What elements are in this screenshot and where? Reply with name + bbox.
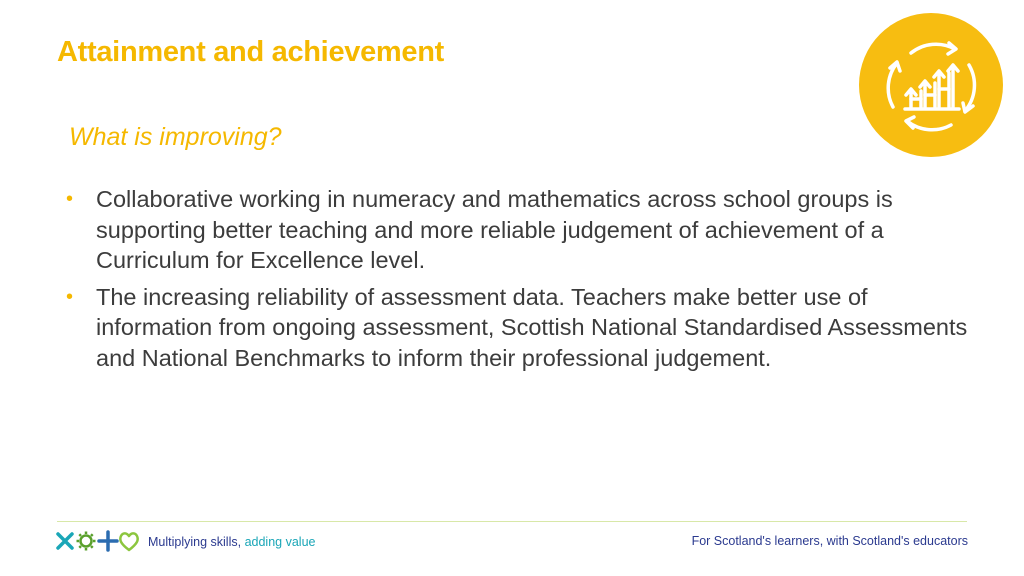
bullet-text: Collaborative working in numeracy and mathematics across school groups is supporting better teaching and more reliable judgement of achievement of a Curriculum for Excellence level. bbox=[96, 186, 893, 273]
bullet-marker: • bbox=[66, 285, 74, 308]
education-scotland-logo bbox=[54, 529, 140, 555]
slide-title: Attainment and achievement bbox=[57, 36, 445, 68]
list-item bbox=[66, 184, 986, 276]
bullet-list bbox=[66, 184, 986, 379]
footer-divider bbox=[57, 521, 967, 522]
tagline-accent: adding value bbox=[244, 535, 316, 549]
footer-tagline bbox=[148, 535, 315, 549]
tagline-main: Multiplying skills, bbox=[148, 535, 242, 549]
footer-right-text: For Scotland's learners, with Scotland's educators bbox=[691, 534, 968, 548]
improvement-cycle-icon bbox=[859, 13, 1003, 157]
list-item bbox=[66, 282, 986, 374]
bullet-marker: • bbox=[66, 188, 74, 210]
bullet-text: The increasing reliability of assessment data. Teachers make better use of information from ongoing assessment, Scottish National Standardised Assessments and National Benchmarks to inform their professional judgement. bbox=[96, 283, 968, 371]
improvement-badge bbox=[859, 13, 1003, 157]
slide-subtitle: What is improving? bbox=[69, 123, 282, 151]
